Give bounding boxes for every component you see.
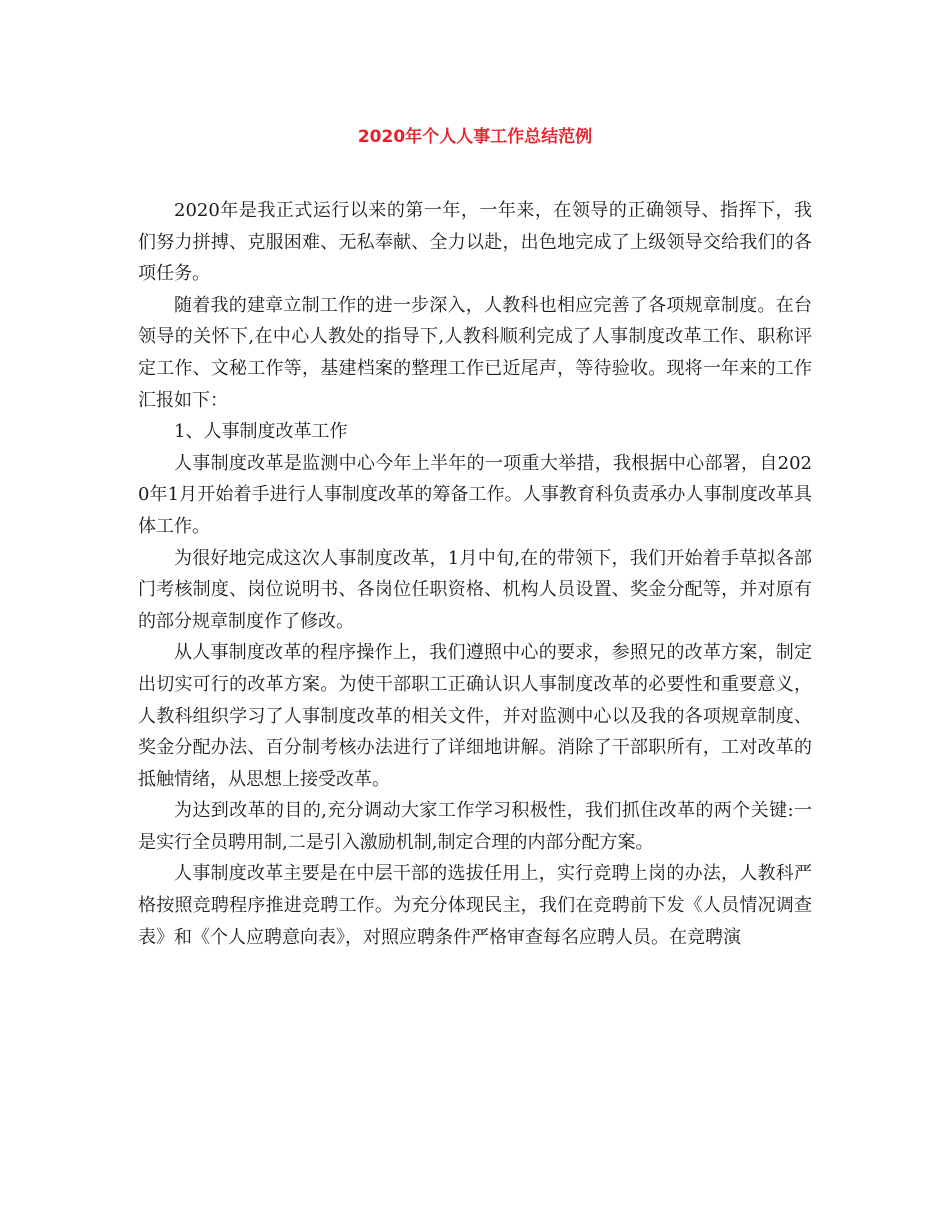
document-title: 2020年个人人事工作总结范例 xyxy=(357,127,593,147)
paragraph: 从人事制度改革的程序操作上，我们遵照中心的要求，参照兄的改革方案，制定出切实可行的改革方案。为使干部职工正确认识人事制度改革的必要性和重要意义，人教科组织学习了人事制度改革的相关文件，并对监测中心以及我的各项规章制度、奖金分配办法、百分制考核办法进行了详细地讲解。消除了干部职所有，工对改革的抵触情绪，从思想上接受改革。 xyxy=(138,642,812,790)
paragraph: 人事制度改革主要是在中层干部的选拔任用上，实行竞聘上岗的办法，人教科严格按照竞聘程序推进竞聘工作。为充分体现民主，我们在竞聘前下发《人员情况调查表》和《个人应聘意向表》，对照应聘条件严格审查每名应聘人员。在竞聘演 xyxy=(138,863,812,948)
paragraph: 人事制度改革是监测中心今年上半年的一项重大举措，我根据中心部署，自2020年1月开始着手进行人事制度改革的筹备工作。人事教育科负责承办人事制度改革具体工作。 xyxy=(138,452,812,537)
document-body xyxy=(138,195,812,953)
paragraph: 2020年是我正式运行以来的第一年，一年来，在领导的正确领导、指挥下，我们努力拼搏、克服困难、无私奉献、全力以赴，出色地完成了上级领导交给我们的各项任务。 xyxy=(138,200,812,285)
paragraph: 为达到改革的目的,充分调动大家工作学习积极性，我们抓住改革的两个关键:一是实行全员聘用制,二是引入激励机制,制定合理的内部分配方案。 xyxy=(138,800,812,853)
paragraph: 为很好地完成这次人事制度改革，1月中旬,在的带领下，我们开始着手草拟各部门考核制度、岗位说明书、各岗位任职资格、机构人员设置、奖金分配等，并对原有的部分规章制度作了修改。 xyxy=(138,547,812,632)
paragraph: 随着我的建章立制工作的进一步深入，人教科也相应完善了各项规章制度。在台领导的关怀下,在中心人教处的指导下,人教科顺利完成了人事制度改革工作、职称评定工作、文秘工作等，基建档案的整理工作已近尾声，等待验收。现将一年来的工作汇报如下： xyxy=(138,294,812,411)
section-heading: 1、人事制度改革工作 xyxy=(174,421,348,443)
